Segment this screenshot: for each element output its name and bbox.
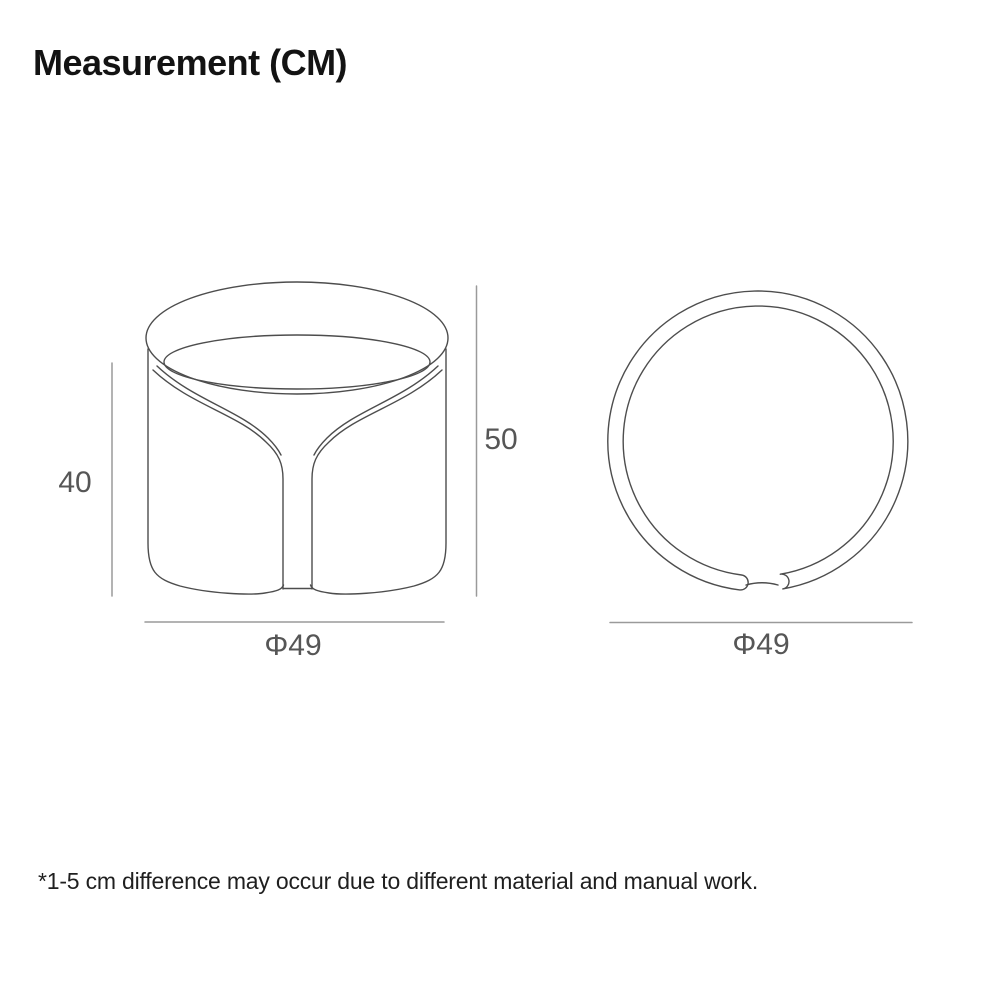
front-view-left-swoop-outer <box>153 370 283 589</box>
dimension-label-seat-height: 40 <box>58 466 92 499</box>
dimension-label-diameter-top: Φ49 <box>732 628 790 661</box>
top-view-ring-band <box>608 291 908 590</box>
front-view-right-swoop-outer <box>312 370 442 589</box>
front-view-seat <box>164 335 430 389</box>
dimension-label-diameter-front: Φ49 <box>264 629 322 662</box>
front-view-right-swoop-inner <box>314 366 438 455</box>
page-title: Measurement (CM) <box>33 42 348 83</box>
front-view-left-lobe <box>148 349 284 594</box>
front-view-drawing <box>146 282 448 594</box>
dimension-label-total-height: 50 <box>484 423 518 456</box>
top-view-drawing <box>608 291 908 590</box>
top-view-gap-edge <box>746 583 778 585</box>
tolerance-footnote: *1-5 cm difference may occur due to different material and manual work. <box>38 868 759 894</box>
front-view-left-swoop-inner <box>157 366 281 455</box>
front-view-outer-rim <box>146 282 448 394</box>
front-view-right-lobe <box>311 349 447 594</box>
